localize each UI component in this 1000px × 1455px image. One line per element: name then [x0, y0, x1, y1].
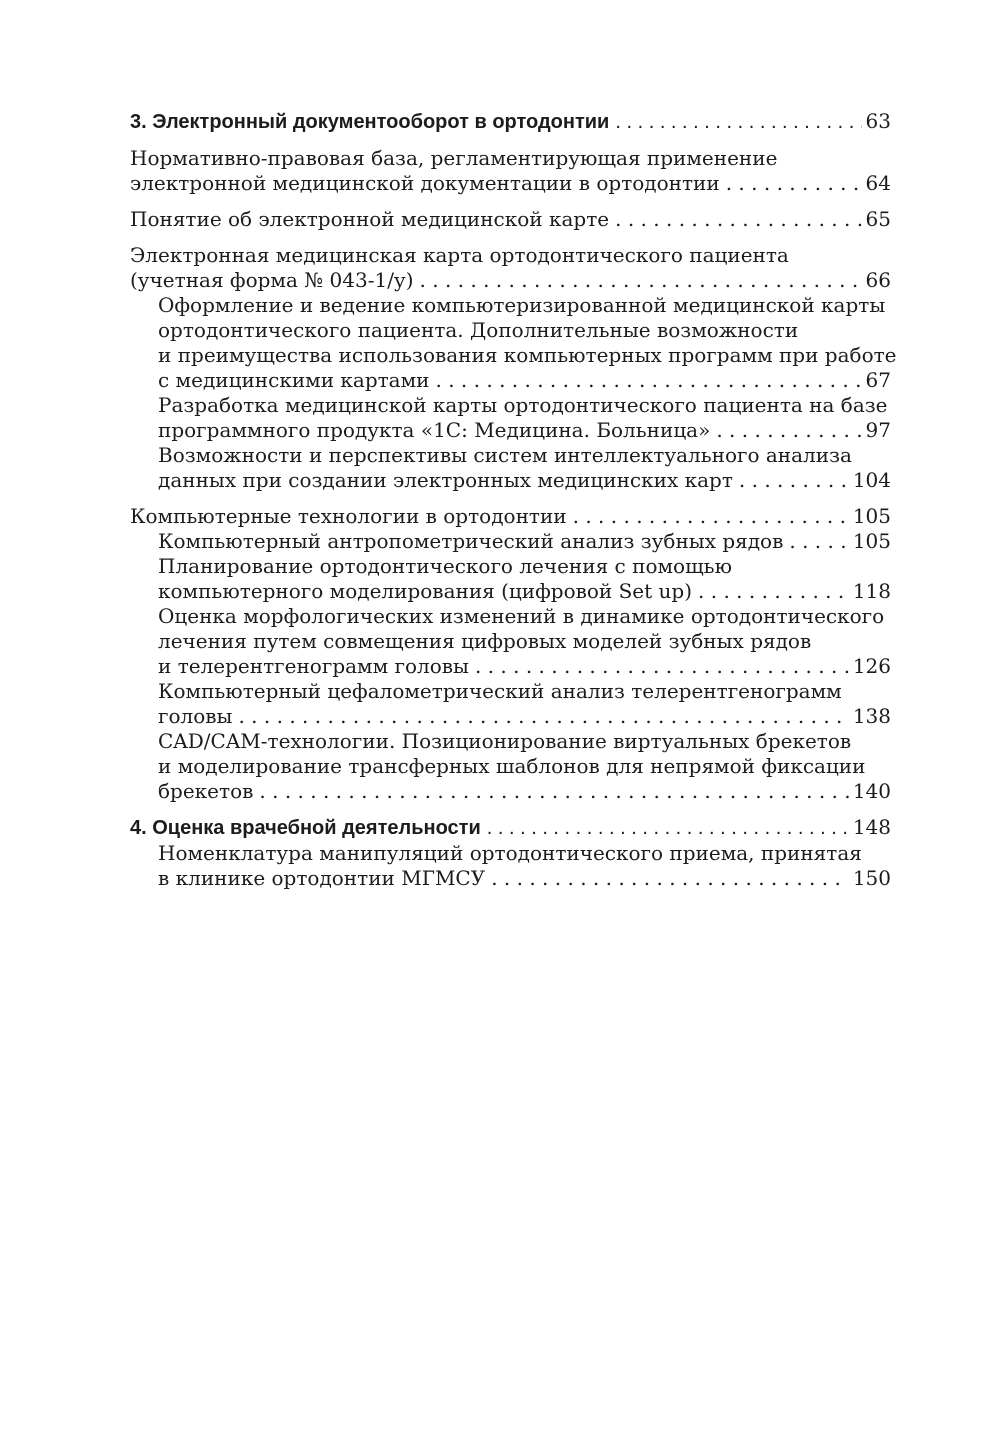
- toc-entry-title: программного продукта «1С: Медицина. Больница»: [158, 418, 711, 442]
- toc-entry-title: в клинике ортодонтии МГМСУ: [158, 866, 486, 890]
- toc-section-entry[interactable]: [158, 841, 891, 891]
- toc-page-number: 104: [852, 468, 891, 492]
- dot-leader: [487, 816, 849, 841]
- dot-leader: [491, 866, 849, 891]
- toc-page-number: 118: [852, 579, 891, 603]
- toc-section-entry[interactable]: [158, 604, 891, 679]
- toc-page-number: 97: [865, 418, 891, 442]
- toc-entry-title-line: Оценка морфологических изменений в динамике ортодонтического: [158, 604, 885, 628]
- toc-section-entry[interactable]: [158, 729, 891, 804]
- toc-page-number: 65: [865, 207, 891, 231]
- dot-leader: [475, 654, 849, 679]
- toc-section-entry[interactable]: [158, 529, 891, 554]
- dot-leader: [420, 268, 862, 293]
- toc-entry-title: 4. Оценка врачебной деятельности: [130, 817, 481, 839]
- toc-page-number: 140: [852, 779, 891, 803]
- dot-leader: [259, 779, 848, 804]
- toc-entry-title-line: Номенклатура манипуляций ортодонтического приема, принятая: [158, 841, 862, 865]
- toc-page-number: 150: [852, 866, 891, 890]
- toc-entry-title: и телерентгенограмм головы: [158, 654, 469, 678]
- dot-leader: [573, 504, 849, 529]
- toc-section-entry[interactable]: [130, 243, 891, 293]
- toc-entry-title: с медицинскими картами: [158, 368, 430, 392]
- dot-leader: [615, 110, 861, 135]
- toc-section-entry[interactable]: [158, 293, 897, 393]
- toc-entry-title-line: Разработка медицинской карты ортодонтического пациента на базе: [158, 393, 888, 417]
- dot-leader: [739, 468, 849, 493]
- toc-section-entry[interactable]: [158, 443, 891, 493]
- toc-entry-title-line: CAD/CAM-технологии. Позиционирование виртуальных брекетов: [158, 729, 852, 753]
- toc-entry-title: (учетная форма № 043-1/у): [130, 268, 414, 292]
- dot-leader: [698, 579, 849, 604]
- toc-section-entry[interactable]: [130, 504, 891, 529]
- toc-entry-title: компьютерного моделирования (цифровой Set up): [158, 579, 693, 603]
- toc-entry-title: Компьютерные технологии в ортодонтии: [130, 504, 567, 528]
- toc-page-number: 63: [865, 109, 891, 133]
- table-of-contents: [130, 109, 897, 891]
- toc-entry-title: Понятие об электронной медицинской карте: [130, 207, 610, 231]
- toc-section-entry[interactable]: [130, 146, 891, 196]
- toc-section-entry[interactable]: [130, 207, 891, 232]
- toc-page-number: 66: [865, 268, 891, 292]
- toc-page-number: 105: [852, 529, 891, 553]
- toc-entry-title: 3. Электронный документооборот в ортодонтии: [130, 111, 610, 133]
- toc-entry-title-line: Электронная медицинская карта ортодонтического пациента: [130, 243, 789, 267]
- toc-page-number: 105: [852, 504, 891, 528]
- toc-entry-title-line: Нормативно-правовая база, регламентирующая применение: [130, 146, 778, 170]
- toc-entry-title: брекетов: [158, 779, 254, 803]
- toc-entry-title-line: Возможности и перспективы систем интеллектуального анализа: [158, 443, 852, 467]
- toc-entry-title-line: лечения путем совмещения цифровых моделей зубных рядов: [158, 629, 812, 653]
- toc-entry-title: данных при создании электронных медицинских карт: [158, 468, 733, 492]
- toc-section-entry[interactable]: [158, 554, 891, 604]
- dot-leader: [716, 418, 861, 443]
- toc-entry-title: Компьютерный антропометрический анализ зубных рядов: [158, 529, 784, 553]
- toc-entry-title: головы: [158, 704, 233, 728]
- toc-page-number: 138: [852, 704, 891, 728]
- toc-chapter-entry[interactable]: [130, 815, 891, 841]
- dot-leader: [436, 368, 862, 393]
- toc-entry-title-line: Компьютерный цефалометрический анализ телерентгенограмм: [158, 679, 842, 703]
- toc-entry-title-line: и моделирование трансферных шаблонов для непрямой фиксации: [158, 754, 866, 778]
- dot-leader: [726, 171, 862, 196]
- toc-page-number: 148: [852, 815, 891, 839]
- toc-entry-title-line: ортодонтического пациента. Дополнительные возможности: [158, 318, 799, 342]
- toc-section-entry[interactable]: [158, 679, 891, 729]
- dot-leader: [615, 207, 861, 232]
- toc-section-entry[interactable]: [158, 393, 891, 443]
- toc-entry-title: электронной медицинской документации в ортодонтии: [130, 171, 720, 195]
- toc-entry-title-line: и преимущества использования компьютерных программ при работе: [158, 343, 897, 367]
- toc-page-number: 64: [865, 171, 891, 195]
- dot-leader: [238, 704, 848, 729]
- toc-entry-title-line: Планирование ортодонтического лечения с помощью: [158, 554, 732, 578]
- toc-entry-title-line: Оформление и ведение компьютеризированной медицинской карты: [158, 293, 886, 317]
- toc-page-number: 67: [865, 368, 891, 392]
- toc-page-number: 126: [852, 654, 891, 678]
- dot-leader: [789, 529, 848, 554]
- toc-chapter-entry[interactable]: [130, 109, 891, 135]
